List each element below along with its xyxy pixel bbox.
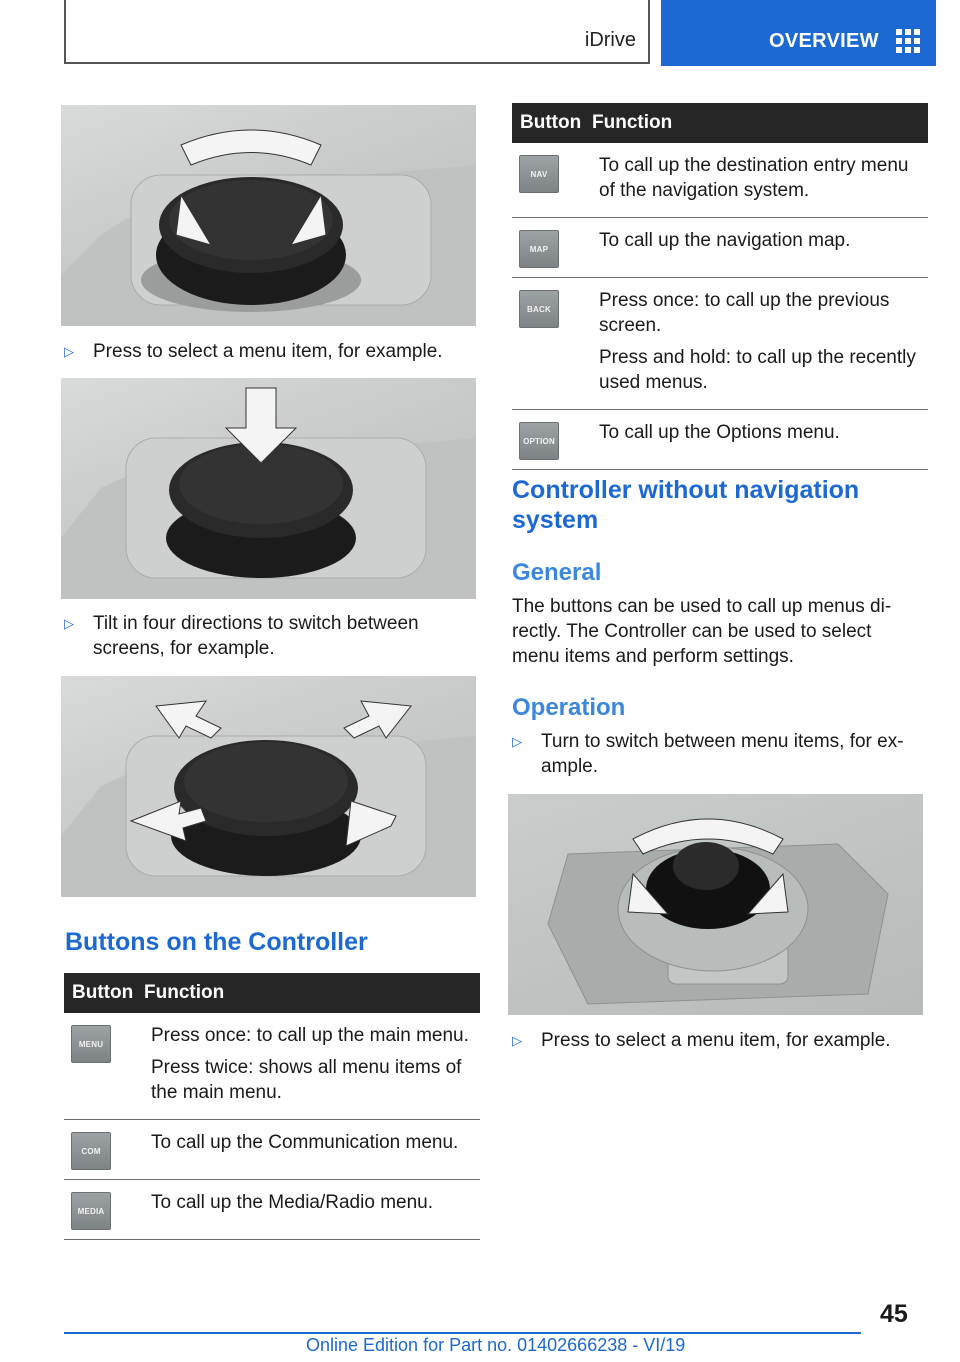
general-paragraph: The buttons can be used to call up menus di-rectly. The Controller can be used to select menu items and perform settings.	[512, 596, 892, 667]
footer-edition: Online Edition for Part no. 01402666238 - VI/19	[306, 1335, 686, 1355]
function-text: To call up the navigation map.	[599, 230, 851, 251]
media-button-icon: MEDIA	[71, 1192, 111, 1230]
col-function-header: Function	[592, 112, 673, 133]
table-row	[512, 143, 928, 218]
function-text: To call up the Options menu.	[599, 422, 840, 443]
table-row	[512, 410, 928, 470]
bullet-press-select-right: ▷ Press to select a menu item, for example.	[512, 1030, 891, 1051]
option-button-icon: OPTION	[519, 422, 559, 460]
col-button-header: Button	[520, 112, 582, 133]
header-section-title: iDrive	[584, 29, 636, 51]
header-chapter-title: OVERVIEW	[769, 30, 879, 52]
bullet-press-select: ▷ Press to select a menu item, for example.	[64, 341, 443, 362]
buttons-table-right	[512, 103, 928, 470]
function-text: To call up the Media/Radio menu.	[151, 1192, 433, 1213]
table-row	[64, 1180, 480, 1240]
page-number: 45	[880, 1300, 908, 1328]
function-text: Press twice: shows all menu items of the main menu.	[151, 1057, 462, 1103]
table-header	[512, 103, 928, 143]
subheading-operation: Operation	[512, 694, 626, 721]
function-text: Press once: to call up the main menu.	[151, 1025, 469, 1046]
function-text: To call up the destination entry menu of the navigation system.	[599, 155, 909, 201]
bullet-turn: ▷ Turn to switch between menu items, for ex-ample.	[512, 731, 904, 777]
header-section-box	[64, 0, 650, 64]
table-row	[64, 1120, 480, 1180]
footer-divider	[64, 1332, 861, 1334]
function-text: Press and hold: to call up the recently used menus.	[599, 347, 916, 393]
function-text: Press once: to call up the previous screen.	[599, 290, 890, 336]
bullet-triangle-icon: ▷	[64, 616, 74, 631]
bullet-triangle-icon: ▷	[64, 344, 74, 359]
menu-button-icon: MENU	[71, 1025, 111, 1063]
bullet-triangle-icon: ▷	[512, 1033, 522, 1048]
controller-tilt-image	[61, 676, 476, 897]
function-text: To call up the Communication menu.	[151, 1132, 459, 1153]
table-header	[64, 973, 480, 1013]
col-function-header: Function	[144, 982, 225, 1003]
bullet-tilt: ▷ Tilt in four directions to switch between screens, for example.	[64, 613, 419, 659]
buttons-table-left	[64, 973, 480, 1240]
controller-press-image	[61, 378, 476, 599]
com-button-icon: COM	[71, 1132, 111, 1170]
table-row	[512, 218, 928, 278]
bullet-triangle-icon: ▷	[512, 734, 522, 749]
map-button-icon: MAP	[519, 230, 559, 268]
grid-menu-icon[interactable]	[896, 29, 922, 53]
heading-buttons-on-controller: Buttons on the Controller	[65, 928, 368, 956]
subheading-general: General	[512, 559, 602, 586]
controller-turn-image-left	[61, 105, 476, 326]
table-row	[512, 278, 928, 410]
col-button-header: Button	[72, 982, 134, 1003]
table-row	[64, 1013, 480, 1120]
nav-button-icon: NAV	[519, 155, 559, 193]
header-chapter-tab[interactable]	[661, 0, 936, 66]
back-button-icon: BACK	[519, 290, 559, 328]
controller-turn-image-right	[508, 794, 923, 1015]
heading-controller-without-nav: Controller without navigation system	[512, 476, 860, 534]
